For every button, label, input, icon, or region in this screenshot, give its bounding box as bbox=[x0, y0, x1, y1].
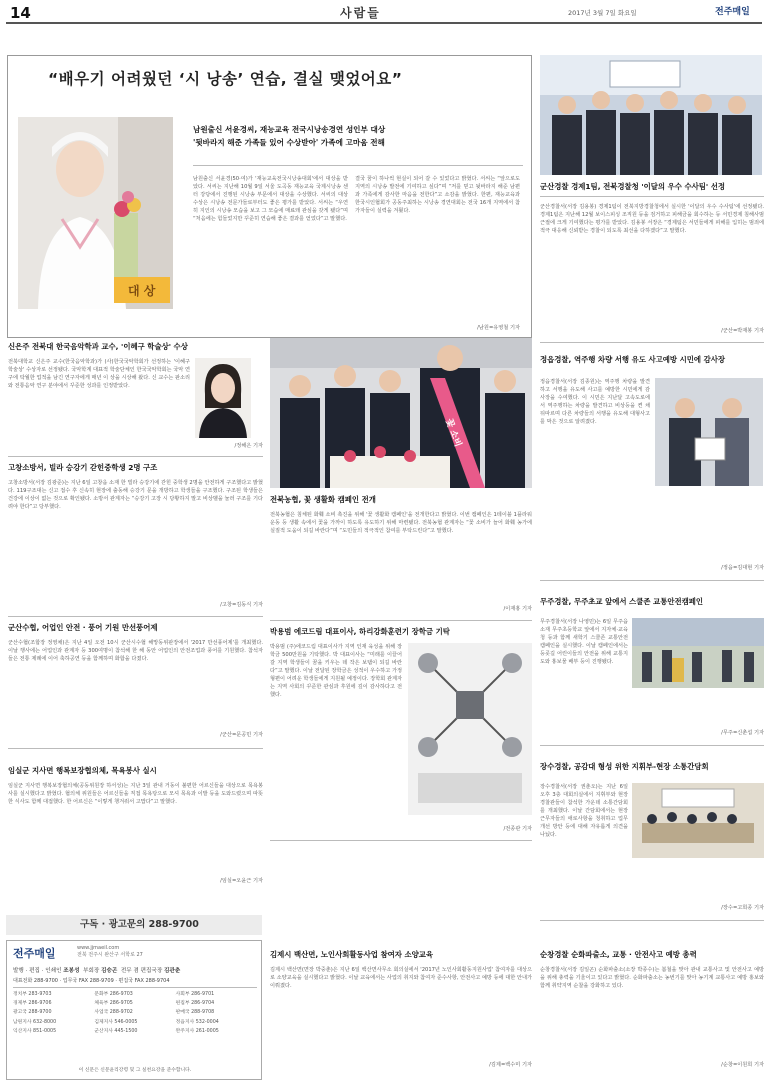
music-story-body: 전북대학교 신은주 교수(한국음악학과)가 (사)한국국악학회가 선정하는 '이혜구 학술상' 수상자로 선정됐다. 국악학계 대표적 학술단체인 한국국악학회는 국악 연구에 탁월한 업적을 남긴 연구자에게 매년 이 상을 시상해 왔다. 신 교수는 판소리와 전통음악 연구 분야에서 꾸준한 성과를 인정받았다. bbox=[8, 359, 190, 390]
scholarship-story-headline: 박용범 에코드림 대표이사, 하리강화훈련기 장학금 기탁 bbox=[270, 627, 450, 636]
masthead-phones: 대표전화 288-9700 · 업무국 FAX 288-9709 · 편집국 FAX 288-9704 bbox=[13, 978, 170, 984]
feature-subhead-line2: '뒷바라지 해준 가족들 있어 수상받아' 가족에 고마움 전해 bbox=[193, 138, 385, 148]
sunchang-story-body: 순창경찰서(서장 김일곤) 순화파출소(소장 박종수)는 봄철을 맞아 관내 교통사고 및 안전사고 예방을 위해 총력을 기울이고 있다고 밝혔다. 순화파출소는 농번기를 맞아 농기계 교통사고 예방 홍보와 함께 취약지역 순찰을 강화하고 있다. bbox=[540, 967, 764, 990]
feature-subhead bbox=[193, 125, 523, 148]
meeting-image bbox=[632, 783, 764, 858]
feature-photo bbox=[18, 117, 173, 309]
police-team-photo bbox=[540, 55, 762, 175]
directory-cell: 광고국 288-9700 bbox=[13, 1010, 52, 1016]
feature-subhead-line1: 남원출신 서윤경씨, 재능교육 전국시낭송경연 성인부 대상 bbox=[193, 125, 386, 134]
divider bbox=[270, 620, 532, 621]
scholarship-story-body: 박용범 (주)에코드림 대표이사가 지역 인재 육성을 위해 장학금 500만원을 기탁했다. 박 대표이사는 “미래를 이끌어갈 지역 학생들이 꿈을 키우는 데 작은 보탬이 되길 바란다”고 말했다. 이날 전달된 장학금은 성적이 우수하고 가정형편이 어려운 학생들에게 지원될 예정이다. 장학회 관계자는 지역 사회의 꾸준한 관심과 후원에 깊이 감사하다고 전했다. bbox=[270, 644, 402, 699]
jangsu-photo bbox=[632, 783, 764, 858]
drone-image bbox=[408, 643, 532, 815]
editor-name: 김관춘 bbox=[164, 968, 181, 974]
gunsan-story-headline: 군산수협, 어업인 안전 · 풍어 기원 만선풍어제 bbox=[8, 623, 158, 632]
directory-cell: 완주지사 261-0005 bbox=[175, 1028, 219, 1034]
divider bbox=[8, 748, 263, 749]
police-rule bbox=[540, 196, 764, 197]
directory-cell: 경제부 286-9706 bbox=[13, 1001, 52, 1007]
police-story-byline: /군산=박재봉 기자 bbox=[721, 328, 764, 334]
directory-cell: 김제지사 546-0005 bbox=[94, 1019, 138, 1025]
police-story-body: 군산경찰서(서장 김용봉) 경제1팀이 전북지방경찰청에서 실시한 '이달의 우수 수사팀'에 선정됐다. 경제1팀은 지난해 12월 보이스피싱 조직원 등을 검거하고 피해금을 회수하는 등 서민경제 침해사범 근절에 크게 기여했다는 평가를 받았다. 김용봉 서장은 “경제팀은 서민들에게 피해를 입히는 범죄에 적극 대응해 신뢰받는 경찰이 되도록 최선을 다하겠다”고 말했다. bbox=[540, 204, 764, 235]
sunchang-story-headline: 순창경찰 순화파출소, 교통 · 안전사고 예방 총력 bbox=[540, 950, 697, 959]
drone-photo bbox=[408, 643, 532, 815]
masthead-name: 전주매일 bbox=[13, 947, 56, 960]
paper-name: 전주매일 bbox=[715, 7, 750, 17]
award-ceremony-image bbox=[655, 378, 763, 486]
muju-story-headline: 무주경찰, 무주초교 앞에서 스쿨존 교통안전캠페인 bbox=[540, 597, 704, 606]
masthead-footer: 이 신문은 신문윤리강령 및 그 실천요강을 준수합니다. bbox=[78, 1068, 192, 1073]
directory-cell: 사업국 288-9702 bbox=[94, 1010, 133, 1016]
section-title: 사람들 bbox=[340, 6, 381, 20]
directory-cell: 판매국 288-9708 bbox=[175, 1010, 215, 1016]
sunchang-story-byline: /순창=이원희 기자 bbox=[721, 1062, 764, 1068]
award-sash-text: 대 상 bbox=[128, 284, 156, 298]
gochang-story-byline: /고창=김동식 기자 bbox=[220, 602, 263, 608]
editor-label: 전무 겸 편집국장 bbox=[120, 968, 163, 974]
school-zone-image bbox=[632, 618, 764, 688]
page-header bbox=[0, 0, 768, 28]
volunteer-story-headline: 김제시 백산면, 노인사회활동사업 참여자 소양교육 bbox=[270, 950, 434, 959]
feature-byline: /남원=유영철 기자 bbox=[477, 325, 520, 331]
gunsan-story-body: 군산수협(조합장 정영채)은 지난 4일 오전 10시 군산시수협 해망동위판장에서 '2017 만선풍어제'를 개최했다. 이날 행사에는 어업인과 관계자 등 300여명이 참석해 한 해 동안 어업인의 안전조업과 풍어를 기원했다. 참석자들은 전통 제례에 이어 축하공연 등을 함께하며 화합을 다졌다. bbox=[8, 640, 263, 663]
directory-cell: 정치부 283-9703 bbox=[13, 992, 52, 997]
sash-text: 꽃 소비 bbox=[443, 417, 463, 449]
imsil-story-headline: 임실군 지사면 행복보장협의체, 목욕봉사 실시 bbox=[8, 766, 157, 775]
directory-cell: 문화부 286-9703 bbox=[94, 992, 133, 997]
gochang-story-headline: 고창소방서, 빌라 승강기 갇힌중학생 2명 구조 bbox=[8, 463, 158, 472]
feature-body-col1: 남원출신 서윤경(50·여)가 '재능교육전국시낭송대회'에서 대상을 받았다. 서씨는 지난해 10월 9일 서울 도곡동 재능교육 국제시낭송 센터 강당에서 진행된 시낭송 부문에서 대상을 수상했다. 서씨의 대상 수상은 시낭송 전문가들로부터도 좋은 평가를 받았다. 서씨는 “우연히 지인의 시낭송 모습을 보고 그 모습에 매료돼 관심을 갖게 됐다”며 “처음에는 힘들었지만 꾸준히 연습해 좋은 결과를 얻었다”고 말했다. bbox=[193, 176, 348, 223]
jeongeup-photo bbox=[655, 378, 763, 486]
directory-table bbox=[13, 991, 257, 1035]
masthead-address: 전북 전주시 완산구 서학로 27 bbox=[77, 952, 143, 958]
divider bbox=[540, 580, 764, 581]
directory-cell: 군산지사 445-1500 bbox=[94, 1028, 138, 1034]
publisher-label: 발행 · 편집 · 인쇄인 bbox=[13, 968, 62, 974]
gochang-story-body: 고창소방서(서장 김광준)는 지난 6일 고창읍 소재 한 빌라 승강기에 갇힌 중학생 2명을 안전하게 구조했다고 밝혔다. 119구조대는 신고 접수 후 신속히 현장에 출동해 승강기 문을 개방하고 학생들을 구조했다. 구조된 학생들은 건강에 이상이 없는 것으로 확인됐다. 소방서 관계자는 “승강기 고장 시 당황하지 말고 비상벨을 눌러 구조를 기다려야 한다”고 당부했다. bbox=[8, 480, 263, 511]
flower-story-headline: 전북농협, 꽃 생활화 캠페인 전개 bbox=[270, 495, 376, 504]
scholarship-story-byline: /전종관 기자 bbox=[503, 826, 532, 832]
gunsan-story-byline: /군산=문공민 기자 bbox=[220, 732, 263, 738]
issue-date: 2017년 3월 7일 화요일 bbox=[568, 9, 637, 17]
group-photo-image bbox=[540, 55, 762, 175]
volunteer-story-byline: /김제=백수미 기자 bbox=[489, 1062, 532, 1068]
jangsu-story-byline: /장수=고희종 기자 bbox=[721, 905, 764, 911]
masthead-url[interactable]: www.jjmaeil.com bbox=[77, 945, 120, 951]
divider bbox=[270, 840, 532, 841]
imsil-story-byline: /임실=오윤근 기자 bbox=[220, 878, 263, 884]
muju-story-byline: /무주=신춘섭 기자 bbox=[721, 730, 764, 736]
music-story-headline: 신은주 전북대 한국음악학과 교수, '이혜구 학술상' 수상 bbox=[8, 342, 188, 351]
directory-cell: 남원지사 632-8000 bbox=[13, 1019, 57, 1025]
divider bbox=[8, 616, 263, 617]
jeongeup-story-byline: /정읍=김대현 기자 bbox=[721, 565, 764, 571]
directory-cell: 편집부 286-9704 bbox=[175, 1001, 215, 1007]
divider bbox=[13, 987, 257, 988]
feature-rule bbox=[193, 165, 523, 166]
publisher-name: 조봉성 bbox=[63, 968, 80, 974]
jangsu-story-headline: 장수경찰, 공감대 형성 위한 지휘부-현장 소통간담회 bbox=[540, 762, 709, 771]
volunteer-story-body: 김제시 백산면(면장 박중춘)은 지난 6일 백산면사무소 회의실에서 '2017년 노인사회활동지원사업' 참여자를 대상으로 소양교육을 실시했다고 밝혔다. 이날 교육에서는 사업의 취지와 참여자 준수사항, 안전사고 예방 등에 대한 안내가 이뤄졌다. bbox=[270, 967, 532, 990]
page-number: 14 bbox=[10, 4, 31, 22]
flower-campaign-photo bbox=[270, 338, 532, 488]
feature-body-col2: 결국 꿈이 하나씩 현실이 되어 갈 수 있었다고 밝혔다. 서씨는 “앞으로도 지역의 시낭송 발전에 기여하고 싶다”며 “저를 믿고 뒷바라지 해준 남편과 가족에게 감사한 마음을 전한다”고 소감을 밝혔다. 한편, 재능교육과 한국시인협회가 공동주최하는 시낭송 경연대회는 전국 16개 지역에서 참가자들이 실력을 겨뤘다. bbox=[355, 176, 520, 215]
masthead-staff bbox=[13, 967, 257, 975]
divider bbox=[540, 920, 764, 921]
jeongeup-story-headline: 정읍경찰, 역주행 차량 서행 유도 사고예방 시민에 감사장 bbox=[540, 355, 726, 364]
divider bbox=[8, 456, 263, 457]
flower-story-body: 전북농협은 침체된 화훼 소비 촉진을 위해 '꽃 생활화 캠페인'을 전개한다고 밝혔다. 이번 캠페인은 1테이블 1플라워 운동 등 생활 속에서 꽃을 가까이 하도록 유도하기 위해 마련됐다. 전북농협 관계자는 “꽃 소비가 늘어 화훼 농가에 실질적 도움이 되길 바란다”며 “도민들의 적극적인 참여를 부탁드린다”고 말했다. bbox=[270, 512, 532, 535]
police-story-headline: 군산경찰 경제1팀, 전북경찰청 '이달의 우수 수사팀' 선정 bbox=[540, 182, 725, 191]
jeongeup-story-body: 정읍경찰서(서장 김종원)는 역주행 차량을 발견하고 서행을 유도해 사고를 예방한 시민에게 감사장을 수여했다. 이 시민은 지난달 고속도로에서 역주행하는 차량을 발견하고 비상등을 켠 채 뒤따르며 다른 차량들의 서행을 유도해 대형사고를 막은 것으로 알려졌다. bbox=[540, 379, 650, 426]
header-divider bbox=[6, 22, 762, 24]
directory-cell: 정읍지사 532-0004 bbox=[175, 1019, 219, 1025]
directory-cell: 익산지사 851-0005 bbox=[13, 1028, 57, 1034]
masthead-box bbox=[6, 940, 262, 1080]
woman-with-award-image bbox=[18, 117, 173, 309]
imsil-story-body: 임실군 지사면 행복보장협의체(공동위원장 하서성)는 지난 3일 관내 거동이 불편한 어르신들을 대상으로 목욕봉사를 실시했다고 밝혔다. 협의체 위원들은 어르신들을 직접 목욕탕으로 모셔 목욕과 이발 등을 도와드렸으며 따뜻한 식사도 함께 대접했다. 한 어르신은 “이렇게 챙겨줘서 고맙다”고 말했다. bbox=[8, 783, 263, 806]
directory-cell: 체육부 286-9705 bbox=[94, 1001, 133, 1007]
vice-name: 김승곤 bbox=[101, 968, 118, 974]
flower-story-byline: /이재홍 기자 bbox=[503, 606, 532, 612]
vice-label: 부회장 bbox=[83, 968, 100, 974]
directory-cell: 사회부 286-9701 bbox=[175, 992, 215, 997]
divider bbox=[540, 745, 764, 746]
portrait-image bbox=[195, 358, 251, 438]
music-story-byline: /정해은 기자 bbox=[234, 443, 263, 449]
feature-headline: “배우기 어려웠던 ‘시 낭송’ 연습, 결실 맺었어요” bbox=[48, 70, 403, 88]
campaign-image bbox=[270, 338, 532, 488]
muju-photo bbox=[632, 618, 764, 688]
divider bbox=[540, 342, 764, 343]
jangsu-story-body: 장수경찰서(서장 권춘오)는 지난 6일 오후 3층 대회의실에서 지휘부와 현장 경찰관들이 참석한 가운데 소통간담회를 개최했다. 이날 간담회에서는 현장 근무자들의 애로사항을 청취하고 업무 개선 방안 등에 대해 자유롭게 의견을 나눴다. bbox=[540, 784, 628, 839]
muju-story-body: 무주경찰서(서장 나영민)는 6일 무주읍 소재 무주초등학교 앞에서 지자체·교육청 등과 함께 새학기 스쿨존 교통안전 캠페인을 실시했다. 이날 캠페인에서는 등굣길 어린이들의 안전을 위해 교통지도와 홍보물 배부 등이 진행됐다. bbox=[540, 619, 628, 666]
subscription-label: 구독 · 광고문의 288-9700 bbox=[80, 919, 199, 930]
professor-photo bbox=[195, 358, 251, 438]
